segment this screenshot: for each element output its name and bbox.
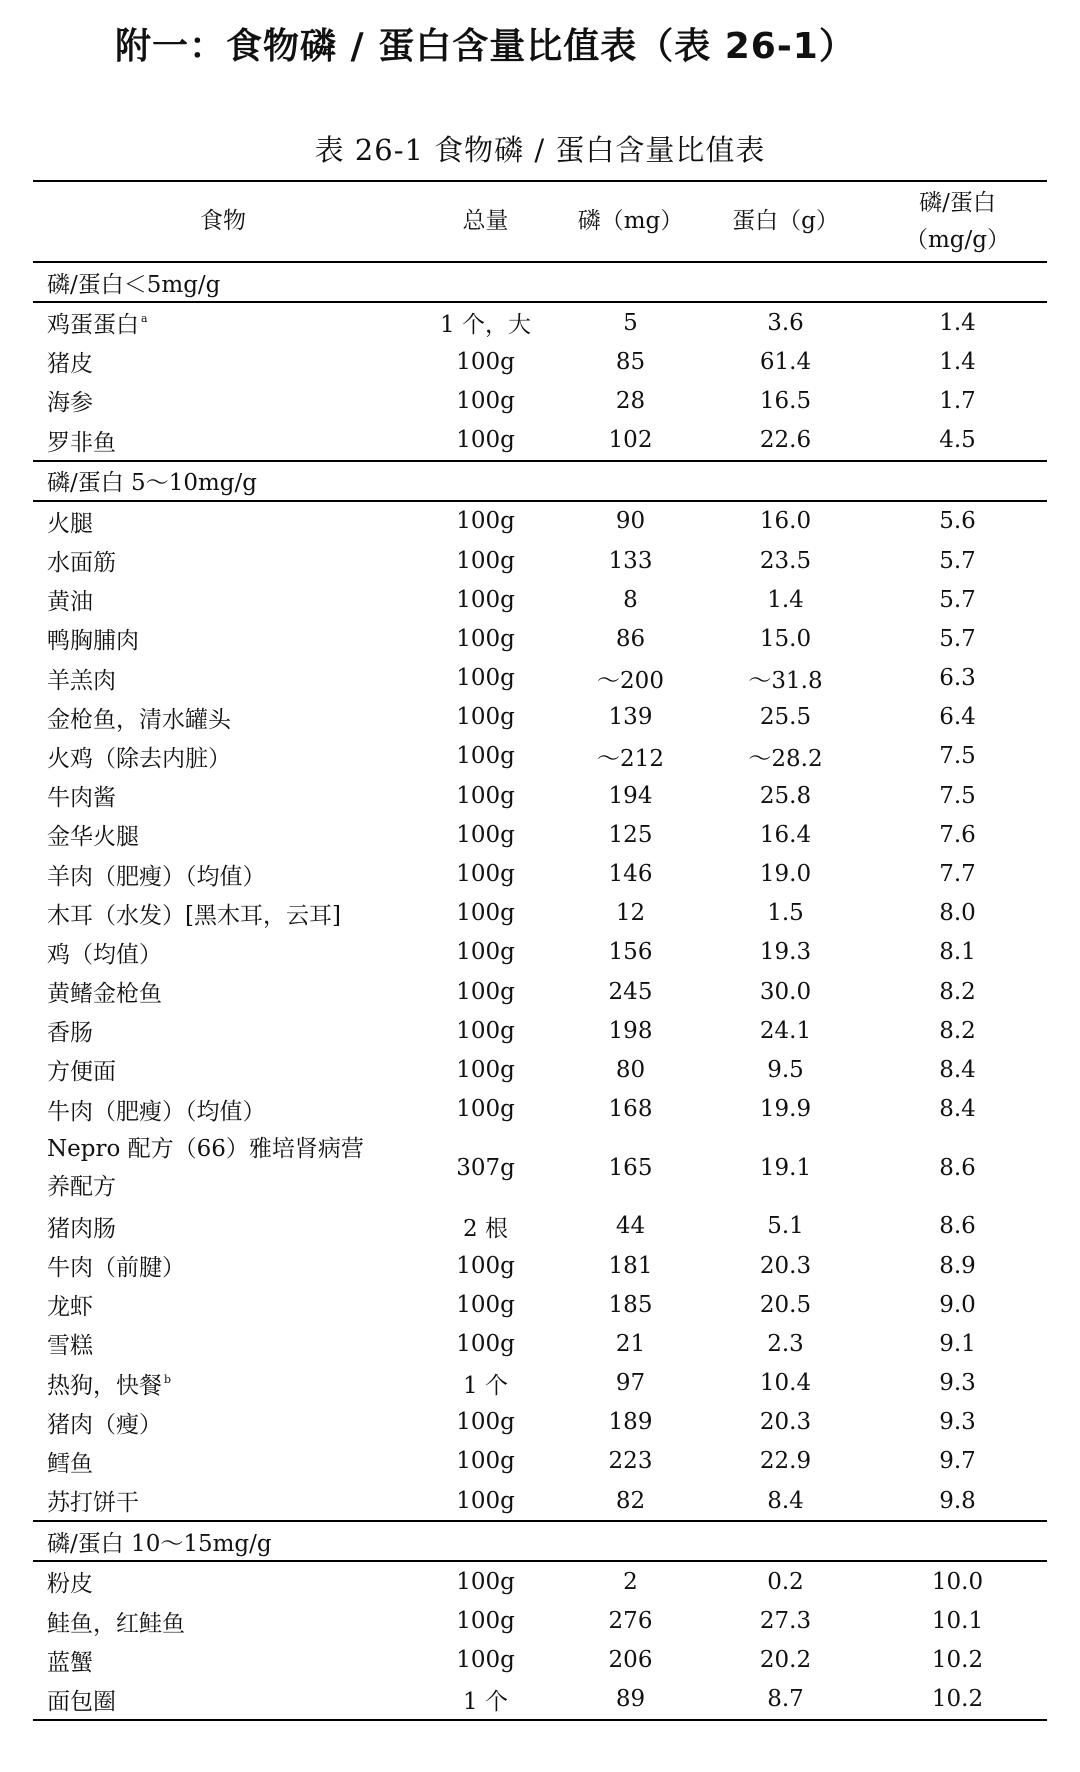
food-cell [33,619,413,658]
table-row [33,659,1047,698]
phosphorus-cell: 89 [558,1680,703,1720]
phosphorus-cell: 139 [608,704,653,731]
ratio-cell: 1.4 [939,348,976,375]
protein-cell: 5.1 [767,1213,804,1240]
phosphorus-cell: 194 [608,782,653,809]
table-row [33,972,1047,1011]
phosphorus-protein-table [33,180,1047,1721]
table-row [33,1011,1047,1050]
food-name: 龙虾 [47,1294,93,1321]
food-name: 鸡（均值） [47,941,162,968]
protein-cell: 27.3 [759,1608,812,1635]
phosphorus-cell: 86 [615,625,646,652]
table-row [33,1090,1047,1129]
phosphorus-cell: 90 [615,508,646,535]
ratio-cell: 6.4 [939,704,976,731]
table-row [33,933,1047,972]
amount-cell: 100g [456,821,515,848]
protein-cell: 8.4 [767,1487,804,1514]
food-name: 面包圈 [47,1688,116,1715]
ratio-cell: 10.2 [931,1647,984,1674]
ratio-cell: 8.4 [939,1056,976,1083]
amount-cell: 100g [456,861,515,888]
food-name: 牛肉（肥瘦）（均值） [47,1098,266,1125]
amount-cell: 1 个 [463,1372,508,1399]
ratio-cell: 7.5 [939,782,976,809]
food-name: 水面筋 [47,550,116,577]
food-cell [33,776,413,815]
protein-cell: 30.0 [759,978,812,1005]
protein-cell: 25.8 [759,782,812,809]
amount-cell: 100g [456,1096,515,1123]
amount-cell: 100g [456,1647,515,1674]
ratio-cell: 8.6 [939,1213,976,1240]
protein-cell: 23.5 [759,547,812,574]
food-name: 羊羔肉 [47,667,116,694]
phosphorus-cell: 2 [623,1568,638,1595]
table-row [33,1403,1047,1442]
protein-cell: 9.5 [767,1056,804,1083]
phosphorus-cell: 156 [608,939,653,966]
phosphorus-cell: 146 [608,861,653,888]
protein-cell: 20.2 [759,1647,812,1674]
protein-cell: 20.3 [759,1252,812,1279]
phosphorus-cell: 198 [608,1017,653,1044]
table-row [33,1601,1047,1640]
table-row [33,381,1047,420]
phosphorus-cell: 185 [608,1291,653,1318]
table-row [33,815,1047,854]
header-ratio-line2: （mg/g） [904,226,1010,253]
protein-cell: 15.0 [759,625,812,652]
table-row [33,698,1047,737]
food-name: 猪肉（瘦） [47,1411,162,1438]
food-name: 牛肉酱 [47,785,116,812]
amount-cell: 100g [456,547,515,574]
phosphorus-cell: 181 [608,1252,653,1279]
protein-cell: 19.1 [759,1154,812,1181]
phosphorus-cell: 85 [615,348,646,375]
header-phosphorus: 磷（mg） [577,208,684,234]
food-cell [33,815,413,854]
amount-cell: 100g [456,1252,515,1279]
page-title: 附一：食物磷 / 蛋白含量比值表（表 26-1） [115,26,856,67]
amount-cell: 100g [456,782,515,809]
protein-cell: 1.4 [767,586,804,613]
protein-cell: 19.0 [759,861,812,888]
ratio-cell: 7.7 [939,861,976,888]
amount-cell: 100g [456,1330,515,1357]
phosphorus-cell: 168 [608,1096,653,1123]
section-header-row [33,1521,1047,1561]
protein-cell: 0.2 [767,1568,804,1595]
ratio-cell: 9.1 [939,1330,976,1357]
protein-cell: 3.6 [767,309,804,336]
food-cell [33,1324,413,1363]
table-caption: 表 26-1 食物磷 / 蛋白含量比值表 [314,133,766,167]
food-name: 黄鳍金枪鱼 [47,981,162,1008]
food-name: 鳕鱼 [47,1450,93,1477]
phosphorus-cell: ～212 [597,745,664,772]
amount-cell: 100g [456,978,515,1005]
food-name: Nepro 配方（66）雅培肾病营养配方 [47,1135,364,1200]
phosphorus-cell: 44 [615,1213,646,1240]
phosphorus-cell: 28 [615,387,646,414]
phosphorus-cell: 5 [623,309,638,336]
food-name: 黄油 [47,589,93,616]
phosphorus-cell: 276 [608,1608,653,1635]
table-row [33,541,1047,580]
amount-cell: 100g [456,387,515,414]
ratio-cell: 9.3 [939,1409,976,1436]
food-name: 海参 [47,390,93,417]
food-cell [33,933,413,972]
footnote-marker: a [141,312,148,326]
section-label: 磷/蛋白 5～10mg/g [33,461,1047,501]
table-row [33,1207,1047,1246]
table-row [33,1246,1047,1285]
protein-cell: ～28.2 [748,745,823,772]
food-cell [33,1403,413,1442]
ratio-cell: 7.6 [939,821,976,848]
food-cell [33,1442,413,1481]
protein-cell: ～31.8 [748,667,823,694]
amount-cell: 100g [456,427,515,454]
phosphorus-cell: 189 [608,1409,653,1436]
protein-cell: 16.0 [759,508,812,535]
table-row [33,1442,1047,1481]
table-row [33,1050,1047,1089]
amount-cell: 100g [456,1487,515,1514]
amount-cell: 100g [456,1409,515,1436]
table-row [33,1641,1047,1680]
food-cell [33,1246,413,1285]
food-name: 雪糕 [47,1333,93,1360]
food-name: 金华火腿 [47,824,139,851]
phosphorus-cell: 82 [615,1487,646,1514]
amount-cell: 100g [456,625,515,652]
table-row [33,580,1047,619]
food-cell [33,1011,413,1050]
food-cell [33,737,413,776]
food-cell [33,580,413,619]
phosphorus-cell: 80 [615,1056,646,1083]
amount-cell: 100g [456,939,515,966]
section-header-row [33,461,1047,501]
table-row [33,1285,1047,1324]
ratio-cell: 8.2 [939,1017,976,1044]
phosphorus-cell: 133 [608,547,653,574]
food-cell [33,421,413,461]
phosphorus-cell: 102 [608,427,653,454]
protein-cell: 25.5 [759,704,812,731]
food-cell [33,1364,413,1403]
food-cell [33,501,413,541]
ratio-cell: 9.3 [939,1370,976,1397]
table-row [33,894,1047,933]
ratio-cell: 4.5 [939,427,976,454]
ratio-cell: 6.3 [939,665,976,692]
amount-cell: 2 根 [463,1215,508,1242]
amount-cell: 1 个，大 [440,312,531,339]
ratio-cell: 1.4 [939,309,976,336]
protein-cell: 10.4 [759,1370,812,1397]
ratio-cell: 5.6 [939,508,976,535]
food-cell [33,381,413,420]
protein-cell: 20.5 [759,1291,812,1318]
protein-cell: 61.4 [759,348,812,375]
protein-cell: 20.3 [759,1409,812,1436]
table-row [33,1481,1047,1521]
amount-cell: 307g [456,1154,515,1181]
food-name: 牛肉（前腱） [47,1255,185,1282]
phosphorus-cell: 97 [615,1370,646,1397]
food-cell [33,302,413,342]
table-row [33,501,1047,541]
header-amount: 总量 [462,208,509,234]
phosphorus-cell: 223 [608,1448,653,1475]
amount-cell: 100g [456,1448,515,1475]
protein-cell: 22.6 [759,427,812,454]
food-cell [33,894,413,933]
protein-cell: 16.4 [759,821,812,848]
food-name: 木耳（水发）[黑木耳，云耳] [47,902,341,929]
food-name: 鲑鱼，红鲑鱼 [47,1610,185,1637]
food-name: 罗非鱼 [47,429,116,456]
ratio-cell: 8.6 [939,1154,976,1181]
amount-cell: 100g [456,900,515,927]
protein-cell: 8.7 [703,1680,868,1720]
protein-cell: 19.9 [759,1096,812,1123]
food-cell [33,1090,413,1129]
food-name: 火鸡（除去内脏） [47,745,231,772]
food-name: 苏打饼干 [47,1490,139,1517]
ratio-cell: 10.2 [868,1680,1047,1720]
food-name: 热狗，快餐 [47,1372,162,1399]
food-cell [33,541,413,580]
food-cell [33,1129,413,1207]
table-row [33,1561,1047,1601]
table-row [33,619,1047,658]
protein-cell: 16.5 [759,387,812,414]
phosphorus-cell: ～200 [597,667,664,694]
food-cell [33,342,413,381]
protein-cell: 24.1 [759,1017,812,1044]
section-label: 磷/蛋白 10～15mg/g [33,1521,1047,1561]
header-food: 食物 [200,208,246,234]
ratio-cell: 5.7 [939,586,976,613]
ratio-cell: 8.9 [939,1252,976,1279]
phosphorus-cell: 165 [608,1154,653,1181]
food-cell [33,1641,413,1680]
amount-cell: 100g [456,1291,515,1318]
phosphorus-cell: 206 [608,1647,653,1674]
table-row [33,854,1047,893]
food-cell [33,698,413,737]
amount-cell: 100g [456,1017,515,1044]
table-row [33,1324,1047,1363]
food-cell [33,1481,413,1521]
ratio-cell: 8.4 [939,1096,976,1123]
food-name: 猪肉肠 [47,1215,116,1242]
table-row [33,302,1047,342]
table-row [33,776,1047,815]
ratio-cell: 8.2 [939,978,976,1005]
phosphorus-cell: 21 [615,1330,646,1357]
table-row [33,1129,1047,1207]
amount-cell: 100g [456,508,515,535]
food-name: 香肠 [47,1020,93,1047]
amount-cell: 100g [456,348,515,375]
food-name: 鸡蛋蛋白 [47,312,139,339]
ratio-cell: 5.7 [939,625,976,652]
food-name: 方便面 [47,1059,116,1086]
amount-cell: 100g [456,704,515,731]
ratio-cell: 10.0 [931,1568,984,1595]
food-name: 蓝蟹 [47,1649,93,1676]
phosphorus-cell: 8 [623,586,638,613]
food-cell [33,1207,413,1246]
header-protein: 蛋白（g） [732,208,839,234]
food-cell [33,1680,413,1720]
table-row [33,737,1047,776]
phosphorus-cell: 12 [615,900,646,927]
ratio-cell: 10.1 [931,1608,984,1635]
food-name: 金枪鱼，清水罐头 [47,706,231,733]
amount-cell: 1 个 [413,1680,558,1720]
protein-cell: 1.5 [767,900,804,927]
food-cell [33,1050,413,1089]
protein-cell: 22.9 [759,1448,812,1475]
food-name: 火腿 [47,510,93,537]
amount-cell: 100g [456,743,515,770]
protein-cell: 2.3 [767,1330,804,1357]
amount-cell: 100g [456,665,515,692]
ratio-cell: 5.7 [939,547,976,574]
amount-cell: 100g [456,1608,515,1635]
food-name: 猪皮 [47,351,93,378]
food-cell [33,1561,413,1601]
food-name: 鸭胸脯肉 [47,628,139,655]
phosphorus-cell: 125 [608,821,653,848]
food-cell [33,1601,413,1640]
food-cell [33,1285,413,1324]
ratio-cell: 8.0 [939,900,976,927]
ratio-cell: 7.5 [939,743,976,770]
header-ratio-line1: 磷/蛋白 [919,189,996,216]
header-row [33,181,1047,262]
food-cell [33,854,413,893]
table-row [33,1680,1047,1720]
header-ratio [868,181,1047,262]
amount-cell: 100g [456,1568,515,1595]
table-row [33,421,1047,461]
protein-cell: 19.3 [759,939,812,966]
section-header-row [33,262,1047,302]
food-name: 粉皮 [47,1571,93,1598]
ratio-cell: 8.1 [939,939,976,966]
amount-cell: 100g [456,586,515,613]
amount-cell: 100g [456,1056,515,1083]
food-cell [33,972,413,1011]
table-row [33,1364,1047,1403]
phosphorus-cell: 245 [608,978,653,1005]
ratio-cell: 9.0 [939,1291,976,1318]
table-body [33,262,1047,1720]
section-label: 磷/蛋白＜5mg/g [33,262,1047,302]
ratio-cell: 1.7 [939,387,976,414]
footnote-marker: b [164,1372,172,1386]
ratio-cell: 9.8 [939,1487,976,1514]
food-name: 羊肉（肥瘦）（均值） [47,863,266,890]
food-cell [33,659,413,698]
table-row [33,342,1047,381]
ratio-cell: 9.7 [939,1448,976,1475]
